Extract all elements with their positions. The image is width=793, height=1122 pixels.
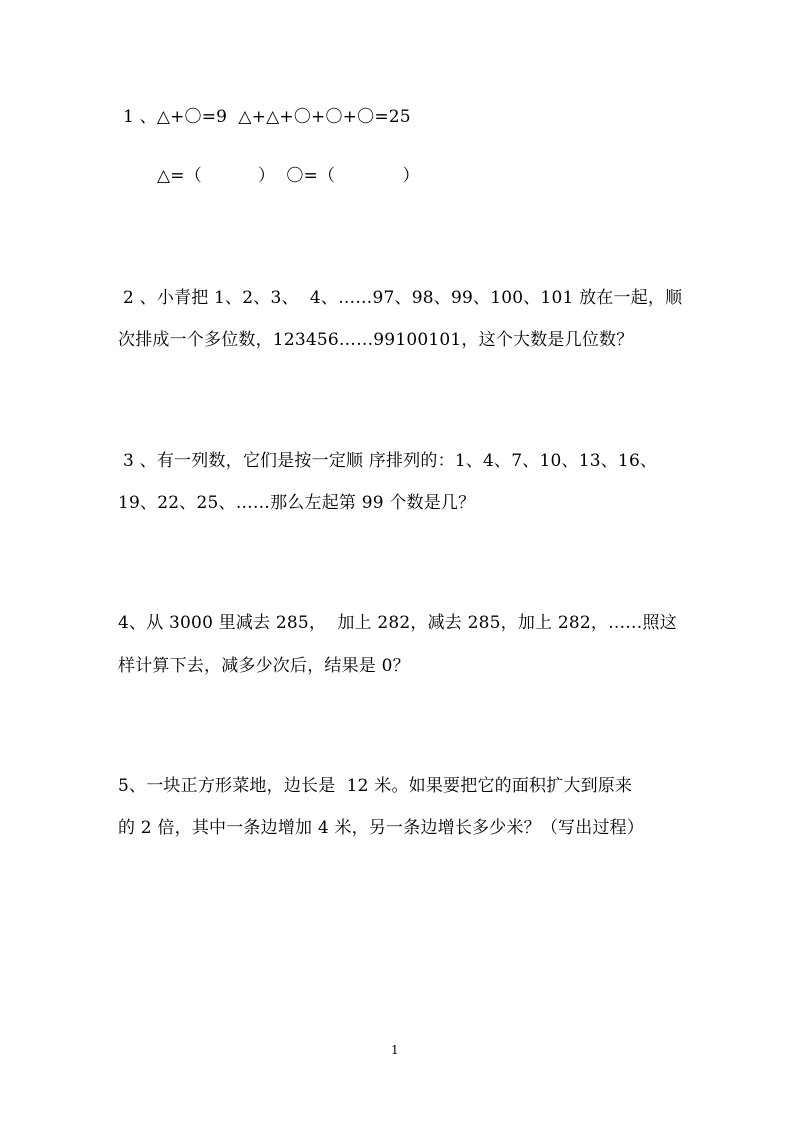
problem-5-line-2: 的 2 倍，其中一条边增加 4 米，另一条边增长多少米？（写出过程） [118,818,645,838]
problem-4-line-1: 4、从 3000 里减去 285， 加上 282，减去 285，加上 282，……照这 [118,613,677,633]
problem-5-line-1: 5、一块正方形菜地，边长是 12 米。如果要把它的面积扩大到原来 [118,776,633,796]
problem-2-line-1: 2 、小青把 1、2、3、 4、……97、98、99、100、101 放在一起，顺 [123,288,683,308]
problem-3-line-2: 19、22、25、……那么左起第 99 个数是几？ [118,493,476,513]
page-number: 1 [391,1043,399,1057]
problem-4-line-2: 样计算下去，减多少次后，结果是 0？ [118,656,410,676]
problem-1-line-2: △=（ ） 〇=（ ） [157,166,420,186]
problem-1-line-1: 1 、△+〇=9 △+△+〇+〇+〇=25 [123,107,411,127]
problem-3-line-1: 3 、有一列数，它们是按一定顺 序排列的：1、4、7、10、13、16、 [123,451,658,471]
problem-2-line-2: 次排成一个多位数，123456……99100101，这个大数是几位数？ [118,330,634,350]
